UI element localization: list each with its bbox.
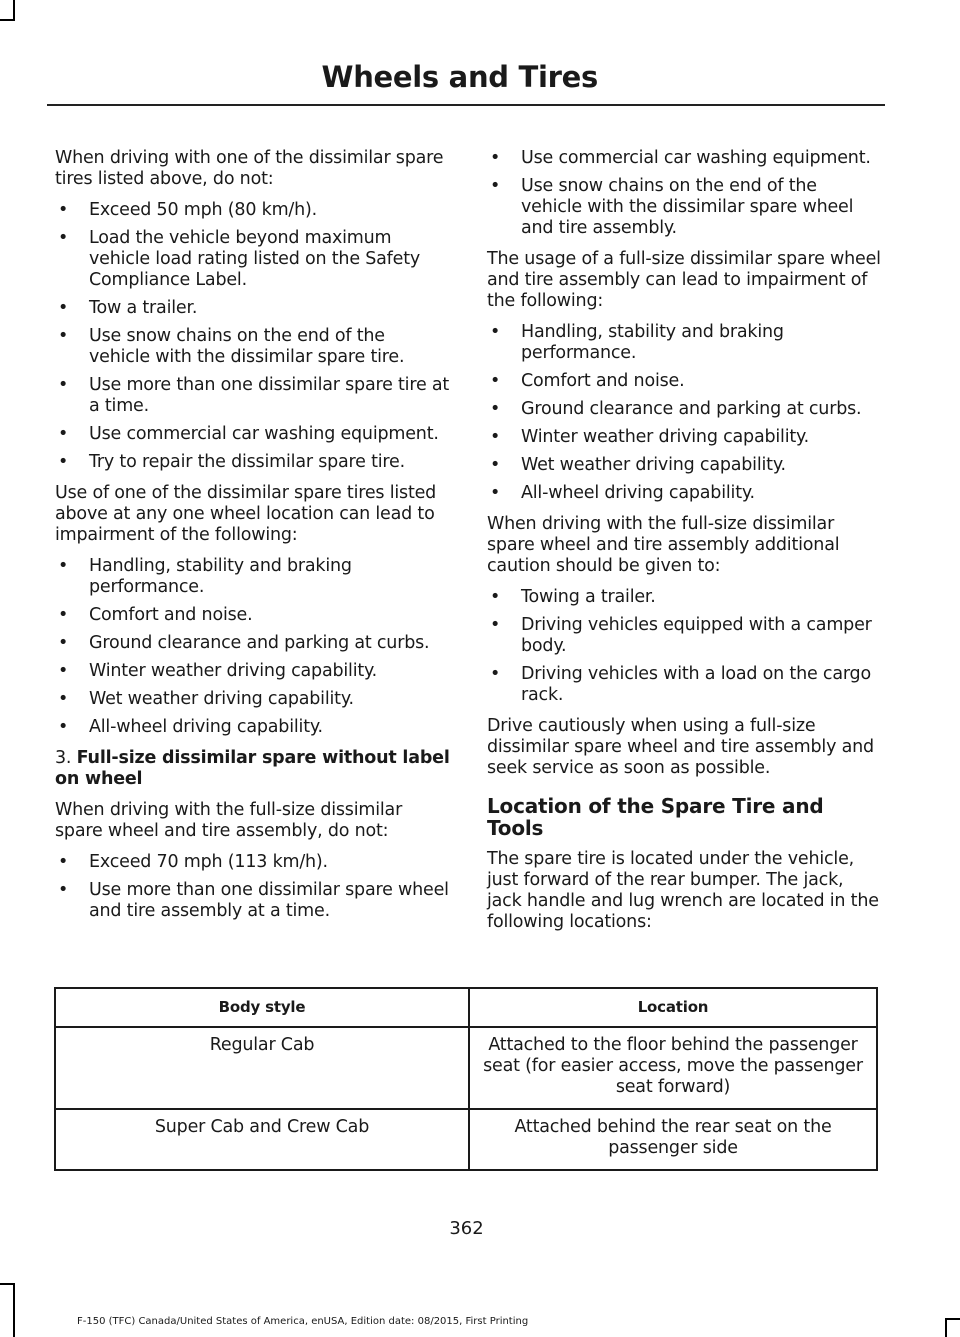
list-item: • Handling, stability and braking performance. (487, 322, 882, 364)
list-item: • Winter weather driving capability. (55, 661, 450, 682)
list-item: • Try to repair the dissimilar spare tire. (55, 452, 450, 473)
list-item: • Towing a trailer. (487, 587, 882, 608)
table-cell: Super Cab and Crew Cab (55, 1109, 469, 1170)
list-item: • Use commercial car washing equipment. (55, 424, 450, 445)
step-number: 3. (55, 748, 72, 768)
table-cell: Regular Cab (55, 1027, 469, 1109)
table-row (55, 1109, 877, 1170)
bullet-list (487, 322, 882, 504)
list-item: • Driving vehicles equipped with a camper body. (487, 615, 882, 657)
list-item: • Ground clearance and parking at curbs. (55, 633, 450, 654)
footer-text: F-150 (TFC) Canada/United States of America, enUSA, Edition date: 08/2015, First Printing (77, 1316, 529, 1327)
list-item: • Exceed 50 mph (80 km/h). (55, 200, 450, 221)
list-item: • Driving vehicles with a load on the cargo rack. (487, 664, 882, 706)
list-item: • Use commercial car washing equipment. (487, 148, 882, 169)
paragraph: The spare tire is located under the vehicle, just forward of the rear bumper. The jack, jack handle and lug wrench are located in the following locations: (487, 849, 879, 932)
page-title: Wheels and Tires (321, 60, 598, 94)
table-cell: Attached behind the rear seat on the passenger side (469, 1109, 877, 1170)
paragraph: Drive cautiously when using a full-size dissimilar spare wheel and tire assembly and seek service as soon as possible. (487, 716, 874, 778)
paragraph: When driving with the full-size dissimilar spare wheel and tire assembly additional caution should be given to: (487, 514, 840, 576)
left-column (55, 148, 450, 932)
crop-mark (0, 1283, 15, 1285)
right-column (487, 148, 882, 943)
header-divider (47, 104, 885, 106)
crop-mark (13, 1283, 15, 1337)
list-item: • Comfort and noise. (55, 605, 450, 626)
paragraph: The usage of a full-size dissimilar spare wheel and tire assembly can lead to impairment of the following: (487, 249, 881, 311)
list-item: • Winter weather driving capability. (487, 427, 882, 448)
bullet-list (487, 587, 882, 706)
list-item: • Use snow chains on the end of the vehicle with the dissimilar spare tire. (55, 326, 450, 368)
list-item: • Ground clearance and parking at curbs. (487, 399, 882, 420)
step-title: Full-size dissimilar spare without label on wheel (55, 748, 450, 789)
paragraph: When driving with the full-size dissimilar spare wheel and tire assembly, do not: (55, 800, 403, 841)
step-heading (55, 748, 450, 790)
list-item: • Use more than one dissimilar spare wheel and tire assembly at a time. (55, 880, 450, 922)
table-header-row (55, 988, 877, 1027)
list-item: • Comfort and noise. (487, 371, 882, 392)
list-item: • Use snow chains on the end of the vehicle with the dissimilar spare wheel and tire assembly. (487, 176, 882, 239)
crop-mark (945, 1318, 947, 1337)
list-item: • Load the vehicle beyond maximum vehicle load rating listed on the Safety Compliance Label. (55, 228, 450, 291)
section-heading: Location of the Spare Tire and Tools (487, 794, 824, 840)
table-cell: Attached to the floor behind the passenger seat (for easier access, move the passenger seat forward) (469, 1027, 877, 1109)
bullet-list (55, 852, 450, 922)
list-item: • Handling, stability and braking performance. (55, 556, 450, 598)
list-item: • Exceed 70 mph (113 km/h). (55, 852, 450, 873)
bullet-list (55, 200, 450, 473)
crop-mark (945, 1318, 960, 1320)
paragraph: Use of one of the dissimilar spare tires listed above at any one wheel location can lead to impairment of the following: (55, 483, 437, 545)
list-item: • Tow a trailer. (55, 298, 450, 319)
list-item: • All-wheel driving capability. (487, 483, 882, 504)
list-item: • All-wheel driving capability. (55, 717, 450, 738)
list-item: • Use more than one dissimilar spare tire at a time. (55, 375, 450, 417)
crop-mark (0, 19, 15, 21)
location-table (54, 987, 878, 1171)
crop-mark (13, 0, 15, 20)
bullet-list (55, 556, 450, 738)
page-number: 362 (449, 1218, 484, 1239)
paragraph: When driving with one of the dissimilar spare tires listed above, do not: (55, 148, 444, 189)
column-header: Location (469, 988, 877, 1027)
column-header: Body style (55, 988, 469, 1027)
list-item: • Wet weather driving capability. (55, 689, 450, 710)
bullet-list (487, 148, 882, 239)
list-item: • Wet weather driving capability. (487, 455, 882, 476)
table-row (55, 1027, 877, 1109)
